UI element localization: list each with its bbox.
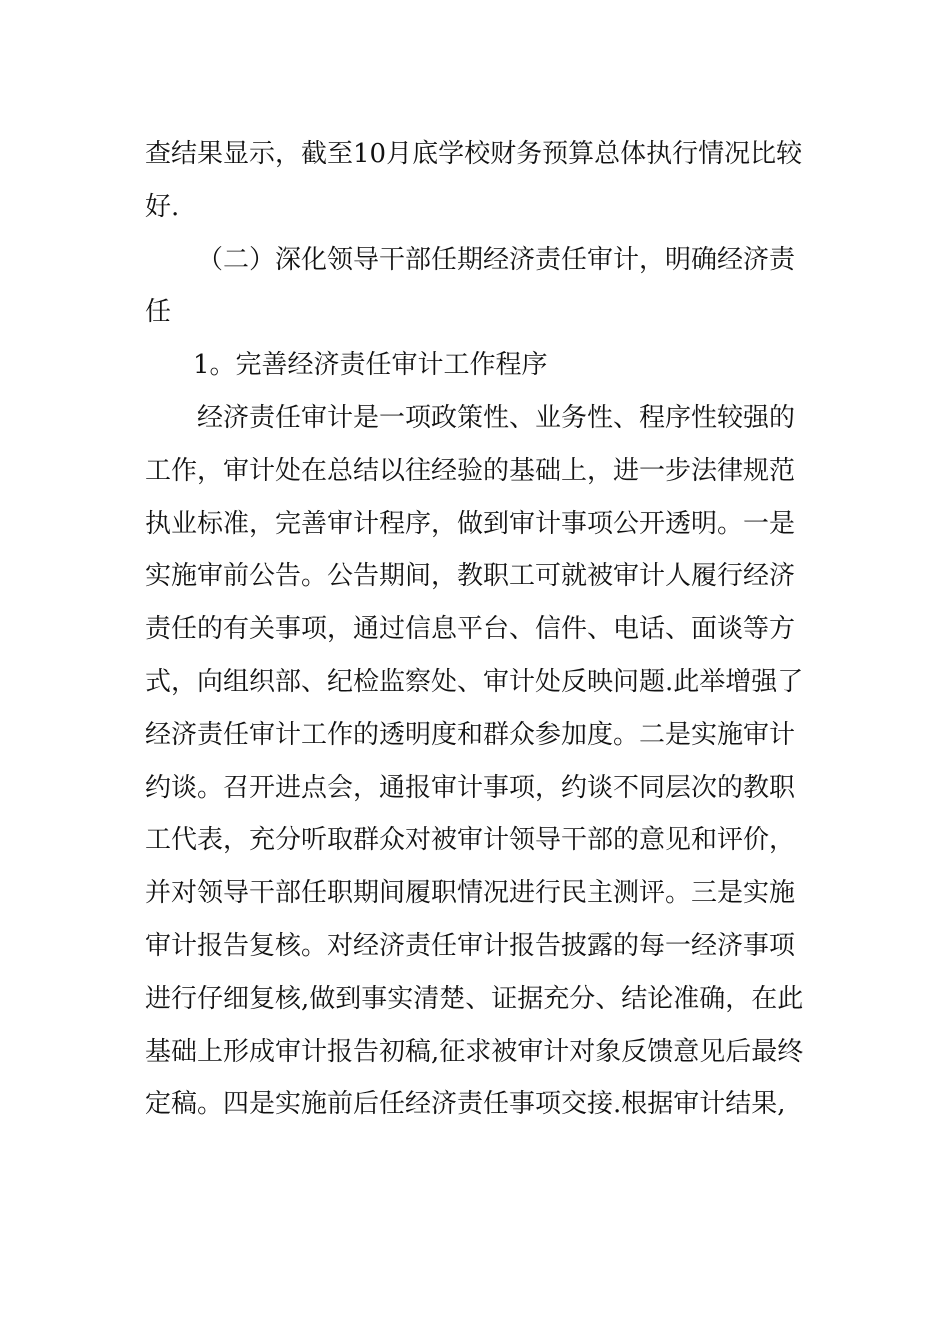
paragraph-line: 实施审前公告。公告期间，教职工可就被审计人履行经济: [145, 561, 796, 592]
paragraph-line: 查结果显示，截至10月底学校财务预算总体执行情况比较: [145, 139, 803, 169]
paragraph-line: 约谈。召开进点会，通报审计事项，约谈不同层次的教职: [145, 772, 796, 803]
paragraph-line: 审计报告复核。对经济责任审计报告披露的每一经济事项: [145, 930, 796, 961]
paragraph-line: 经济责任审计是一项政策性、业务性、程序性较强的: [197, 402, 796, 433]
paragraph-line: 并对领导干部任职期间履职情况进行民主测评。三是实施: [145, 878, 796, 909]
paragraph-line: 式，向组织部、纪检监察处、审计处反映问题.此举增强了: [145, 666, 804, 697]
section-heading-line: （二）深化领导干部任期经济责任审计，明确经济责: [197, 244, 796, 275]
subsection-heading: 1。完善经济责任审计工作程序: [193, 350, 548, 381]
document-body: [145, 128, 809, 1131]
paragraph-line: 经济责任审计工作的透明度和群众参加度。二是实施审计: [145, 719, 796, 750]
paragraph-line: 定稿。四是实施前后任经济责任事项交接.根据审计结果,: [145, 1089, 786, 1120]
paragraph-line: 基础上形成审计报告初稿,征求被审计对象反馈意见后最终: [145, 1036, 804, 1067]
paragraph-line: 工作，审计处在总结以往经验的基础上，进一步法律规范: [145, 455, 796, 486]
paragraph-line: 好.: [145, 191, 180, 222]
paragraph-line: 进行仔细复核,做到事实清楚、证据充分、结论准确，在此: [145, 983, 804, 1014]
paragraph-line: 责任的有关事项，通过信息平台、信件、电话、面谈等方: [145, 614, 796, 645]
section-heading-line: 任: [145, 297, 172, 328]
paragraph-line: 工代表，充分听取群众对被审计领导干部的意见和评价，: [145, 825, 796, 856]
paragraph-line: 执业标准，完善审计程序，做到审计事项公开透明。一是: [145, 508, 796, 539]
